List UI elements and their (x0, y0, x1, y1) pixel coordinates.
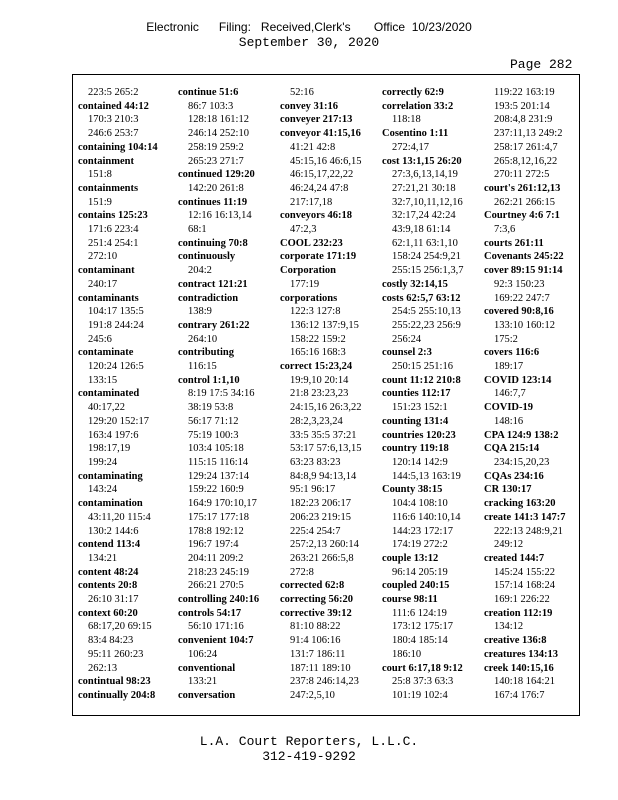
index-term: Covenants 245:22 (484, 251, 564, 263)
index-reference: 12:16 16:13,14 (188, 210, 252, 222)
index-term: corrected 62:8 (280, 580, 345, 592)
index-reference: 119:22 163:19 (494, 87, 555, 98)
index-column-3 (280, 86, 378, 703)
index-term: continue 51:6 (178, 87, 239, 98)
index-reference: 193:5 201:14 (494, 100, 550, 112)
index-term: contaminated (78, 388, 140, 400)
index-reference: 92:3 150:23 (494, 278, 545, 290)
index-reference: 46:24,24 47:8 (290, 182, 349, 194)
index-term: counties 112:17 (382, 388, 451, 400)
index-term: corporate 171:19 (280, 251, 357, 263)
index-reference: 223:5 265:2 (88, 87, 139, 98)
index-column-2 (178, 86, 276, 703)
index-term: County 38:15 (382, 484, 443, 496)
index-term: contend 113:4 (78, 539, 141, 551)
index-term: costly 32:14,15 (382, 278, 448, 290)
index-reference: 251:4 254:1 (88, 237, 139, 249)
index-reference: 95:11 260:23 (88, 648, 144, 660)
index-reference: 178:8 192:12 (188, 525, 244, 537)
index-reference: 249:12 (494, 539, 524, 551)
index-term: creek 140:15,16 (484, 662, 554, 674)
index-reference: 41:21 42:8 (290, 141, 336, 153)
index-term: conveyors 46:18 (280, 210, 353, 222)
efiling-header: Electronic Filing: Received,Clerk's Office 10/23/2020 (146, 20, 472, 34)
index-reference: 133:21 (188, 676, 218, 688)
index-term: continuing 70:8 (178, 237, 248, 249)
index-term: CPA 124:9 138:2 (484, 429, 559, 441)
index-reference: 191:8 244:24 (88, 319, 144, 331)
index-reference: 26:10 31:17 (88, 594, 139, 606)
index-reference: 28:2,3,23,24 (290, 415, 343, 427)
index-reference: 265:8,12,16,22 (494, 155, 558, 167)
index-term: covered 90:8,16 (484, 306, 554, 318)
index-reference: 169:22 247:7 (494, 292, 550, 304)
index-reference: 258:19 259:2 (188, 141, 244, 153)
index-reference: 101:19 102:4 (392, 689, 448, 701)
index-reference: 75:19 100:3 (188, 429, 239, 441)
index-term: Cosentino 1:11 (382, 128, 449, 140)
index-reference: 129:20 152:17 (88, 415, 149, 427)
index-term: contents 20:8 (78, 580, 138, 592)
index-reference: 134:21 (88, 552, 118, 564)
index-reference: 144:23 172:17 (392, 525, 453, 537)
index-reference: 262:21 266:15 (494, 196, 555, 208)
index-reference: 45:15,16 46:6,15 (290, 155, 362, 167)
index-column-4 (382, 86, 480, 703)
index-reference: 169:1 226:22 (494, 594, 550, 606)
index-reference: 24:15,16 26:3,22 (290, 402, 362, 414)
index-term: conveyer 217:13 (280, 114, 353, 126)
index-term: conversation (178, 689, 236, 701)
index-reference: 115:15 116:14 (188, 456, 249, 468)
index-reference: 164:9 170:10,17 (188, 498, 257, 510)
index-term: coupled 240:15 (382, 580, 450, 592)
index-reference: 134:12 (494, 621, 524, 633)
index-reference: 120:24 126:5 (88, 361, 144, 373)
index-term: continuously (178, 251, 236, 263)
index-term: contains 125:23 (78, 210, 148, 222)
index-reference: 204:2 (188, 265, 212, 277)
index-reference: 118:18 (392, 114, 421, 126)
index-reference: 218:23 245:19 (188, 566, 249, 578)
index-column-1 (78, 86, 176, 703)
index-term: contamination (78, 498, 143, 510)
index-term: cover 89:15 91:14 (484, 265, 563, 277)
index-reference: 167:4 176:7 (494, 689, 545, 701)
index-term: create 141:3 147:7 (484, 511, 566, 523)
index-term: containing 104:14 (78, 141, 158, 153)
index-reference: 103:4 105:18 (188, 443, 244, 455)
index-reference: 272:4,17 (392, 141, 430, 153)
index-reference: 151:8 (88, 169, 112, 181)
index-term: Corporation (280, 265, 336, 277)
index-reference: 189:17 (494, 361, 524, 373)
index-term: creative 136:8 (484, 635, 547, 647)
index-term: conveyor 41:15,16 (280, 128, 361, 140)
index-reference: 187:11 189:10 (290, 662, 351, 674)
index-reference: 198:17,19 (88, 443, 131, 455)
page-number: Page 282 (510, 57, 573, 72)
index-reference: 208:4,8 231:9 (494, 114, 553, 126)
index-reference: 174:19 272:2 (392, 539, 448, 551)
index-reference: 272:8 (290, 566, 314, 578)
index-term: convenient 104:7 (178, 635, 254, 647)
index-term: contintual 98:23 (78, 676, 151, 688)
index-reference: 234:15,20,23 (494, 456, 550, 468)
index-reference: 91:4 106:16 (290, 635, 341, 647)
index-reference: 204:11 209:2 (188, 552, 244, 564)
index-reference: 263:21 266:5,8 (290, 552, 354, 564)
index-reference: 53:17 57:6,13,15 (290, 443, 362, 455)
index-reference: 21:8 23:23,23 (290, 388, 349, 400)
index-term: COOL 232:23 (280, 237, 343, 249)
index-reference: 111:6 124:19 (392, 607, 447, 619)
index-reference: 84:8,9 94:13,14 (290, 470, 357, 482)
index-term: contract 121:21 (178, 278, 248, 290)
index-reference: 182:23 206:17 (290, 498, 351, 510)
index-term: corrective 39:12 (280, 607, 352, 619)
index-term: Courtney 4:6 7:1 (484, 210, 560, 222)
index-reference: 171:6 223:4 (88, 224, 139, 236)
filing-date: September 30, 2020 (238, 35, 380, 50)
index-reference: 265:23 271:7 (188, 155, 244, 167)
index-term: contradiction (178, 292, 239, 304)
index-reference: 130:2 144:6 (88, 525, 139, 537)
index-term: contaminant (78, 265, 135, 277)
index-reference: 157:14 168:24 (494, 580, 555, 592)
index-reference: 196:7 197:4 (188, 539, 239, 551)
index-term: controlling 240:16 (178, 594, 260, 606)
index-reference: 225:4 254:7 (290, 525, 341, 537)
index-reference: 170:3 210:3 (88, 114, 139, 126)
index-term: contaminants (78, 292, 139, 304)
index-reference: 163:4 197:6 (88, 429, 139, 441)
index-term: COVID 123:14 (484, 374, 552, 386)
index-term: conventional (178, 662, 236, 674)
index-reference: 43:11,20 115:4 (88, 511, 151, 523)
index-reference: 165:16 168:3 (290, 347, 346, 359)
index-reference: 116:15 (188, 361, 217, 373)
index-term: correctly 62:9 (382, 87, 444, 98)
index-reference: 264:10 (188, 333, 218, 345)
index-reference: 158:24 254:9,21 (392, 251, 461, 263)
index-reference: 129:24 137:14 (188, 470, 249, 482)
index-reference: 63:23 83:23 (290, 456, 341, 468)
index-term: costs 62:5,7 63:12 (382, 292, 461, 304)
index-reference: 159:22 160:9 (188, 484, 244, 496)
index-reference: 270:11 272:5 (494, 169, 550, 181)
index-term: contaminate (78, 347, 134, 359)
index-reference: 237:8 246:14,23 (290, 676, 359, 688)
index-reference: 120:14 142:9 (392, 456, 448, 468)
index-column-5 (484, 86, 582, 703)
index-reference: 81:10 88:22 (290, 621, 341, 633)
index-term: court's 261:12,13 (484, 182, 561, 194)
index-reference: 272:10 (88, 251, 118, 263)
index-term: corporations (280, 292, 338, 304)
index-term: continues 11:19 (178, 196, 248, 208)
index-reference: 257:2,13 260:14 (290, 539, 359, 551)
index-term: correcting 56:20 (280, 594, 353, 606)
index-term: containments (78, 182, 139, 194)
index-term: containment (78, 155, 134, 167)
index-reference: 254:5 255:10,13 (392, 306, 461, 318)
index-reference: 106:24 (188, 648, 218, 660)
index-reference: 148:16 (494, 415, 524, 427)
index-term: CR 130:17 (484, 484, 532, 496)
index-reference: 222:13 248:9,21 (494, 525, 563, 537)
index-term: controls 54:17 (178, 607, 242, 619)
index-term: correct 15:23,24 (280, 361, 353, 373)
index-reference: 246:6 253:7 (88, 128, 139, 140)
index-reference: 8:19 17:5 34:16 (188, 388, 255, 400)
index-reference: 145:24 155:22 (494, 566, 555, 578)
index-reference: 133:15 (88, 374, 118, 386)
index-reference: 52:16 (290, 87, 314, 98)
index-reference: 38:19 53:8 (188, 402, 234, 414)
index-reference: 266:21 270:5 (188, 580, 244, 592)
reporter-name: L.A. Court Reporters, L.L.C. (199, 734, 419, 749)
index-term: creation 112:19 (484, 607, 553, 619)
index-reference: 217:17,18 (290, 196, 333, 208)
index-reference: 258:17 261:4,7 (494, 141, 558, 153)
index-reference: 146:7,7 (494, 388, 526, 400)
index-term: contaminating (78, 470, 143, 482)
index-reference: 116:6 140:10,14 (392, 511, 461, 523)
index-reference: 128:18 161:12 (188, 114, 249, 126)
index-term: continually 204:8 (78, 689, 156, 701)
index-reference: 43:9,18 61:14 (392, 224, 451, 236)
index-reference: 27:3,6,13,14,19 (392, 169, 458, 181)
index-term: couple 13:12 (382, 552, 439, 564)
index-term: court 6:17,18 9:12 (382, 662, 463, 674)
index-term: convey 31:16 (280, 100, 339, 112)
index-reference: 68:17,20 69:15 (88, 621, 152, 633)
index-reference: 25:8 37:3 63:3 (392, 676, 454, 688)
index-reference: 138:9 (188, 306, 212, 318)
index-reference: 7:3,6 (494, 224, 516, 236)
index-reference: 47:2,3 (290, 224, 317, 236)
index-term: counsel 2:3 (382, 347, 432, 359)
index-term: correlation 33:2 (382, 100, 454, 112)
index-term: count 11:12 210:8 (382, 374, 461, 386)
index-term: control 1:1,10 (178, 374, 240, 386)
index-reference: 262:13 (88, 662, 118, 674)
index-reference: 56:17 71:12 (188, 415, 239, 427)
index-term: covers 116:6 (484, 347, 540, 359)
index-term: CQA 215:14 (484, 443, 540, 455)
index-reference: 143:24 (88, 484, 118, 496)
index-reference: 246:14 252:10 (188, 128, 249, 140)
index-reference: 247:2,5,10 (290, 689, 335, 701)
index-reference: 46:15,17,22,22 (290, 169, 354, 181)
index-reference: 177:19 (290, 278, 320, 290)
index-reference: 95:1 96:17 (290, 484, 336, 496)
index-reference: 173:12 175:17 (392, 621, 453, 633)
index-reference: 186:10 (392, 648, 422, 660)
index-term: contributing (178, 347, 235, 359)
index-term: context 60:20 (78, 607, 138, 619)
index-reference: 27:21,21 30:18 (392, 182, 456, 194)
index-reference: 199:24 (88, 456, 118, 468)
index-term: CQAs 234:16 (484, 470, 544, 482)
index-reference: 250:15 251:16 (392, 361, 453, 373)
index-reference: 32:17,24 42:24 (392, 210, 456, 222)
index-reference: 256:24 (392, 333, 422, 345)
index-reference: 19:9,10 20:14 (290, 374, 349, 386)
index-term: cracking 163:20 (484, 498, 556, 510)
index-reference: 240:17 (88, 278, 118, 290)
index-reference: 151:9 (88, 196, 112, 208)
index-term: creatures 134:13 (484, 648, 558, 660)
index-reference: 175:2 (494, 333, 518, 345)
index-reference: 104:4 108:10 (392, 498, 448, 510)
index-reference: 133:10 160:12 (494, 319, 555, 331)
index-term: contained 44:12 (78, 100, 149, 112)
index-reference: 86:7 103:3 (188, 100, 234, 112)
index-reference: 180:4 185:14 (392, 635, 448, 647)
index-term: created 144:7 (484, 552, 545, 564)
index-reference: 40:17,22 (88, 402, 126, 414)
index-term: courts 261:11 (484, 237, 544, 249)
index-reference: 144:5,13 163:19 (392, 470, 461, 482)
index-reference: 206:23 219:15 (290, 511, 351, 523)
index-reference: 136:12 137:9,15 (290, 319, 359, 331)
index-reference: 245:6 (88, 333, 112, 345)
index-reference: 83:4 84:23 (88, 635, 134, 647)
index-reference: 122:3 127:8 (290, 306, 341, 318)
index-reference: 33:5 35:5 37:21 (290, 429, 357, 441)
index-term: cost 13:1,15 26:20 (382, 155, 462, 167)
index-term: country 119:18 (382, 443, 449, 455)
index-reference: 142:20 261:8 (188, 182, 244, 194)
index-reference: 151:23 152:1 (392, 402, 448, 414)
index-reference: 96:14 205:19 (392, 566, 448, 578)
index-reference: 131:7 186:11 (290, 648, 346, 660)
index-reference: 32:7,10,11,12,16 (392, 196, 463, 208)
index-reference: 175:17 177:18 (188, 511, 249, 523)
index-term: contrary 261:22 (178, 319, 250, 331)
index-term: continued 129:20 (178, 169, 255, 181)
index-reference: 140:18 164:21 (494, 676, 555, 688)
index-term: countries 120:23 (382, 429, 456, 441)
index-reference: 62:1,11 63:1,10 (392, 237, 458, 249)
index-reference: 68:1 (188, 224, 207, 236)
index-reference: 158:22 159:2 (290, 333, 346, 345)
index-term: counting 131:4 (382, 415, 449, 427)
reporter-phone: 312-419-9292 (262, 749, 356, 764)
index-term: content 48:24 (78, 566, 139, 578)
index-reference: 56:10 171:16 (188, 621, 244, 633)
index-reference: 104:17 135:5 (88, 306, 144, 318)
index-reference: 255:15 256:1,3,7 (392, 265, 464, 277)
index-term: COVID-19 (484, 402, 533, 414)
index-reference: 237:11,13 249:2 (494, 128, 563, 140)
index-term: course 98:11 (382, 594, 438, 606)
index-reference: 255:22,23 256:9 (392, 319, 461, 331)
